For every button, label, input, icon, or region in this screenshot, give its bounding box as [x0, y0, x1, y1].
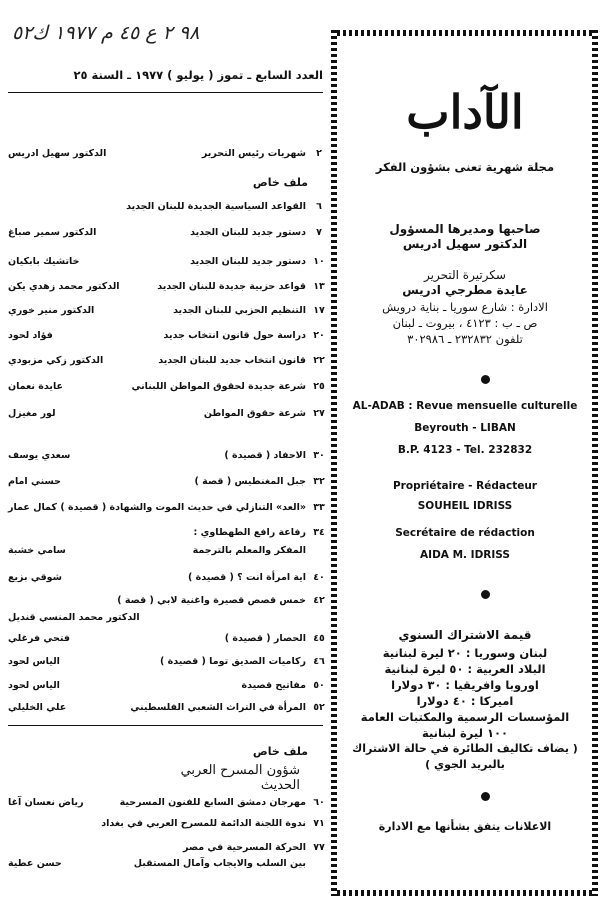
toc-author: عايدة نعمان [8, 381, 64, 392]
toc2-title: مهرجان دمشق السابع للفنون المسرحية [119, 797, 306, 808]
toc-author: سامي خشبة [8, 545, 66, 556]
toc-author: علي الخليلي [8, 702, 67, 713]
toc-row [8, 633, 328, 649]
phone-line: تلفون ٢٣٢٨٣٢ ـ ٣٠٢٩٨٦ [407, 332, 523, 346]
toc-row [8, 281, 328, 297]
toc-title: جبل المغنطيس ( قصة ) [194, 476, 306, 487]
toc-page-number: ٢٠ [313, 330, 325, 341]
toc2-row [8, 842, 328, 858]
toc-page-number: ٤٠ [313, 572, 325, 583]
toc-author: الدكتور منير خوري [8, 305, 95, 316]
editor-name: عايدة مطرجي ادريس [402, 283, 528, 297]
toc-page-number: ٦ [316, 201, 322, 212]
toc-section-label: ملف خاص [252, 176, 308, 189]
toc-row [8, 227, 328, 243]
toc-row [8, 256, 328, 272]
toc-author: الدكتور سهيل ادريس [8, 148, 107, 159]
toc-row [8, 330, 328, 346]
toc-row [8, 502, 328, 518]
toc-page-number: ٢ [316, 148, 322, 159]
toc-title: رفاعة رافع الطهطاوي : [193, 527, 306, 538]
toc-author: كمال عمار [8, 502, 57, 513]
toc-title: دستور جديد للبنان الجديد [190, 227, 306, 238]
toc-title: المفكر والمعلم بالترجمة [192, 545, 306, 556]
toc2-page-number: ٧١ [313, 818, 325, 829]
toc2-title: الحركة المسرحية في مصر [182, 842, 306, 853]
subscription-line: ١٠٠ ليرة لبنانية [421, 726, 509, 740]
divider [8, 92, 323, 93]
toc2-subtitle: شؤون المسرح العربي الحديث [180, 763, 300, 793]
toc-page-number: ٤٥ [313, 633, 325, 644]
toc-page-number: ٣٣ [313, 502, 325, 513]
toc2-row [8, 858, 328, 874]
toc2-page-number: ٦٠ [313, 797, 325, 808]
toc-page-number: ١٣ [313, 281, 325, 292]
owner-label: صاحبها ومديرها المسؤول [389, 222, 541, 236]
toc-row [8, 355, 328, 371]
toc-page-number: ٧ [316, 227, 322, 238]
bullet-dot [481, 792, 490, 801]
toc-author: شوقي بزيع [8, 572, 62, 583]
subscription-line: البلاد العربية : ٥٠ ليرة لبنانية [384, 662, 546, 676]
owner-name: الدكتور سهيل ادريس [402, 237, 528, 251]
bullet-dot [481, 375, 490, 384]
issue-header: العدد السابع ـ تموز ( يوليو ) ١٩٧٧ ـ السنة ٢٥ [73, 68, 323, 82]
toc2-row [8, 818, 328, 834]
toc-title: شرعة حقوق المواطن [203, 408, 306, 419]
french-name-line: AL-ADAB : Revue mensuelle culturelle [352, 400, 578, 412]
divider [8, 725, 323, 726]
subscription-line: بالبريد الجوي ) [425, 758, 505, 771]
handwritten-note: ٩٨ ٢ ع ٤٥ م ١٩٧٧ ك٥٢ [12, 22, 200, 44]
toc-title: المرأة في التراث الشعبي الفلسطيني [130, 702, 306, 713]
toc-author: الدكتور محمد المنسي قنديل [8, 612, 140, 623]
toc-author: حسني امام [8, 476, 61, 487]
subscription-line: اوروبا وافريقيا : ٣٠ دولارا [391, 678, 539, 692]
toc-row [8, 656, 328, 672]
border-left [331, 30, 337, 896]
toc-row [8, 148, 328, 164]
toc-row [8, 381, 328, 397]
toc2-section-label: ملف خاص [252, 745, 308, 758]
toc-title: قواعد حزبية جديدة للبنان الجديد [157, 281, 306, 292]
french-sec-name: AIDA M. IDRISS [420, 549, 510, 561]
toc-row [8, 201, 328, 217]
toc-row [8, 450, 328, 466]
toc-author: الدكتور محمد زهدي يكن [8, 281, 120, 292]
toc-row [8, 476, 328, 492]
toc-row [8, 595, 328, 611]
toc-title: «العد» التنازلي في حديث الموت والشهادة ( قصيدة ) [60, 502, 306, 513]
bullet-dot [481, 590, 490, 599]
toc-title: الاحفاد ( قصيدة ) [224, 450, 306, 461]
subscription-title: قيمة الاشتراك السنوي [398, 628, 532, 642]
border-right [592, 30, 598, 896]
address-line-1: الادارة : شارع سوريا ـ بناية درويش [382, 300, 548, 314]
tagline: مجلة شهرية تعنى بشؤون الفكر [375, 160, 555, 174]
toc-page-number: ٢٧ [313, 408, 325, 419]
toc2-row [8, 797, 328, 813]
toc-page-number: ٤٦ [313, 656, 325, 667]
border-bottom [331, 890, 598, 896]
toc-title: شرعة جديدة لحقوق المواطن اللبناني [131, 381, 306, 392]
toc-row [8, 680, 328, 696]
address-line-2: ص ـ ب : ٤١٢٣ ، بيروت ـ لبنان [392, 316, 538, 330]
toc-author: لور مغيزل [8, 408, 56, 419]
toc-page-number: ١٠ [313, 256, 325, 267]
toc-page-number: ٤٢ [313, 595, 325, 606]
toc-row [8, 527, 328, 543]
subscription-line: المؤسسات الرسمية والمكتبات العامة [360, 710, 570, 724]
toc-page-number: ٢٢ [313, 355, 325, 366]
toc-author: خاتشيك بابكيان [8, 256, 80, 267]
toc-row [8, 408, 328, 424]
editor-label: سكرتيرة التحرير [424, 268, 506, 282]
toc-row [8, 305, 328, 321]
toc-title: قانون انتخاب جديد للبنان الجديد [158, 355, 306, 366]
toc-title: شهريات رئيس التحرير [201, 148, 306, 159]
french-sec-label: Secrétaire de rédaction [395, 527, 535, 539]
toc2-author: حسن عطية [8, 858, 62, 869]
french-box: B.P. 4123 - Tel. 232832 [397, 444, 533, 456]
french-city: Beyrouth - LIBAN [414, 422, 516, 434]
subscription-line: لبنان وسوريا : ٢٠ ليرة لبنانية [382, 646, 548, 660]
toc-page-number: ٣٢ [313, 476, 325, 487]
toc-title: دراسة حول قانون انتخاب جديد [163, 330, 306, 341]
toc2-page-number: ٧٧ [313, 842, 325, 853]
toc-page-number: ٣٤ [313, 527, 325, 538]
toc-author: الدكتور زكي مزبودي [8, 355, 104, 366]
border-top [331, 30, 598, 36]
toc-author: فتحي فرغلي [8, 633, 70, 644]
toc-author: الياس لحود [8, 656, 60, 667]
french-owner-label: Propriétaire - Rédacteur [392, 480, 537, 492]
toc-row [8, 702, 328, 718]
ads-note: الاعلانات يتفق بشأنها مع الادارة [378, 820, 552, 833]
toc-row [8, 572, 328, 588]
toc-author: سعدي يوسف [8, 450, 71, 461]
toc2-title: ندوة اللجنة الدائمة للمسرح العربي في بغداد [101, 818, 306, 829]
toc-title: الحصار ( قصيدة ) [224, 633, 306, 644]
toc-row [8, 545, 328, 561]
toc-page-number: ٢٥ [313, 381, 325, 392]
toc-author: فؤاد لحود [8, 330, 53, 341]
toc-page-number: ٥٠ [313, 680, 325, 691]
toc-title: مفاتيح قصيدة [241, 680, 306, 691]
toc-author: الياس لحود [8, 680, 60, 691]
french-owner-name: SOUHEIL IDRISS [417, 500, 513, 512]
toc-title: القواعد السياسية الجديدة للبنان الجديد [126, 201, 306, 212]
toc-title: اية امرأة انت ؟ ( قصيدة ) [188, 572, 306, 583]
magazine-logo: الآداب [406, 85, 524, 139]
toc2-title: بين السلب والايجاب وآمال المستقبل [133, 858, 306, 869]
toc-title: خمس قصص قصيرة واغنية لابي ( قصة ) [117, 595, 306, 606]
toc-title: ركاميات الصديق توما ( قصيدة ) [160, 656, 306, 667]
subscription-line: اميركا : ٤٠ دولارا [416, 694, 514, 708]
toc2-author: رياض نعسان آغا [8, 797, 84, 808]
toc-author: الدكتور سمير صباغ [8, 227, 97, 238]
toc-title: دستور جديد للبنان الجديد [190, 256, 306, 267]
toc-page-number: ٥٢ [313, 702, 325, 713]
subscription-line: ( يضاف تكاليف الطائرة في حالة الاشتراك [352, 742, 578, 755]
toc-page-number: ١٧ [313, 305, 325, 316]
toc-page-number: ٣٠ [313, 450, 325, 461]
toc-title: التنظيم الحزبي للبنان الجديد [173, 305, 306, 316]
toc-row [8, 612, 328, 628]
